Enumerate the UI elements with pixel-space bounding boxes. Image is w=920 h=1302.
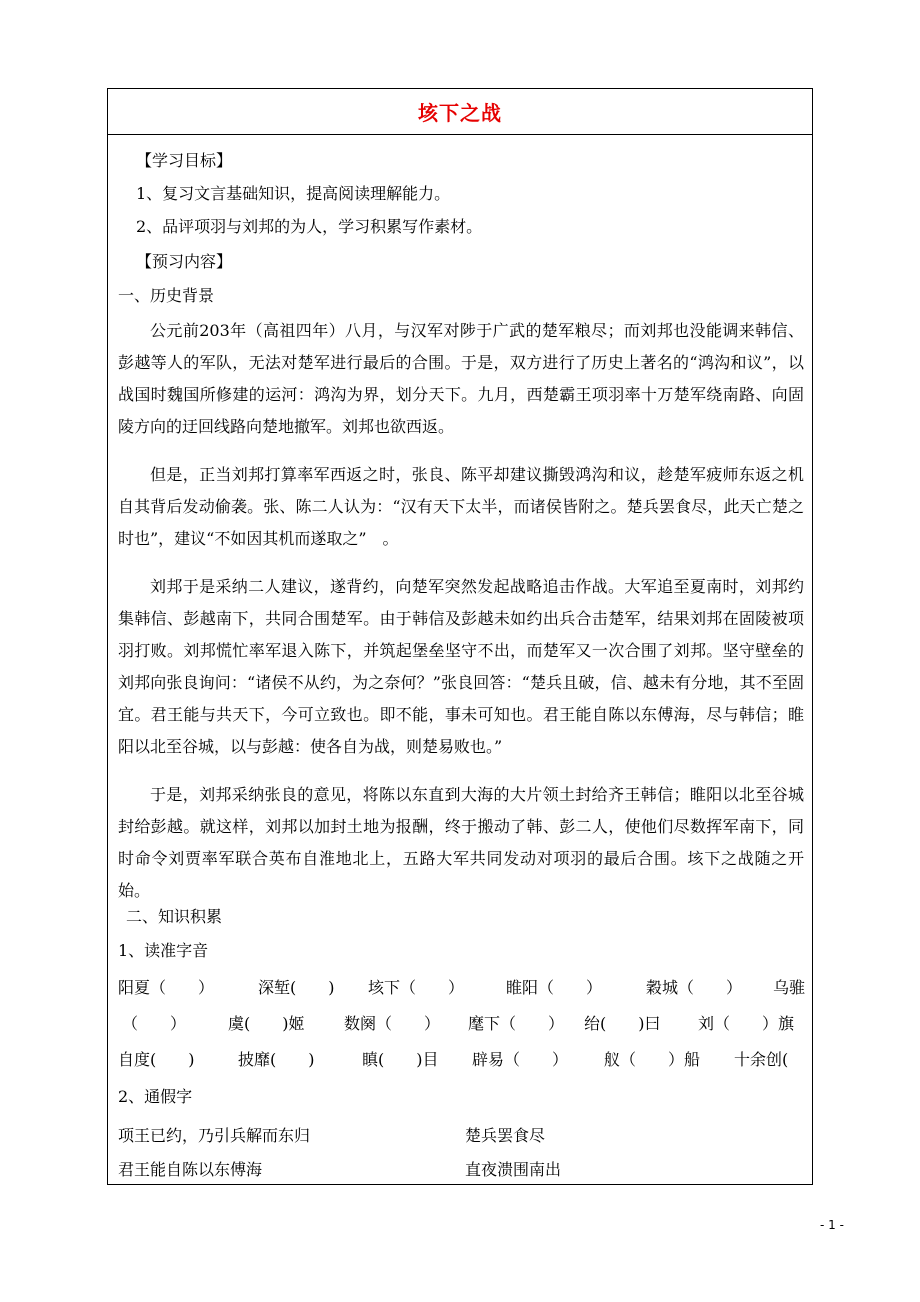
- tongjia-item: 项王已约，乃引兵解而东归: [118, 1126, 311, 1145]
- paragraph-3: 刘邦于是采纳二人建议，遂背约，向楚军突然发起战略追击作战。大军追至夏南时，刘邦约集韩信、彭越南下，共同合围楚军。由于韩信及彭越未如约出兵合击楚军，结果刘邦在固陵被项羽打败。刘邦慌忙率军退入陈下，并筑起堡垒坚守不出，而楚军又一次合围了刘邦。坚守壁垒的刘邦向张良询问：“诸侯不从约，为之奈何？”张良回答：“楚兵且破，信、越未有分地，其不至固宜。君王能与共天下，今可立致也。即不能，事未可知也。君王能自陈以东傅海，尽与韩信；睢阳以北至谷城，以与彭越：使各自为战，则楚易败也。”: [118, 577, 804, 756]
- preview-heading: 【预习内容】: [136, 252, 233, 271]
- pron-item: 麾下（ ）: [468, 1014, 565, 1033]
- document-frame: [107, 88, 813, 1185]
- pron-item: 深堑( ): [258, 978, 335, 997]
- page-number: - 1 -: [820, 1218, 844, 1232]
- pron-item: 乌骓: [773, 978, 806, 997]
- pron-item: 瞋( )目: [362, 1050, 439, 1069]
- history-heading: 一、历史背景: [118, 286, 215, 305]
- tongjia-item: 君王能自陈以东傅海: [118, 1160, 263, 1179]
- pron-item: 自度( ): [118, 1050, 195, 1069]
- pron-item: 舣（ ）船: [604, 1050, 701, 1069]
- pronunciation-row: [108, 1011, 812, 1035]
- pron-item: 数阕（ ）: [344, 1014, 441, 1033]
- pron-item: 披靡( ): [238, 1050, 315, 1069]
- knowledge-heading: 二、知识积累: [126, 907, 223, 926]
- tongjia-item: 楚兵罢食尽: [465, 1126, 546, 1145]
- tongjia-row: [108, 1123, 812, 1147]
- tongjia-heading: 2、通假字: [118, 1087, 193, 1106]
- pronunciation-heading: 1、读准字音: [118, 941, 209, 960]
- goal-1: 1、复习文言基础知识，提高阅读理解能力。: [136, 184, 451, 203]
- page-title: 垓下之战: [418, 101, 502, 125]
- goal-2: 2、品评项羽与刘邦的为人，学习积累写作素材。: [136, 217, 483, 236]
- goals-heading: 【学习目标】: [136, 151, 233, 170]
- pron-item: 刘（ ）旗: [698, 1014, 795, 1033]
- pronunciation-row: [108, 1047, 812, 1071]
- pronunciation-row: [108, 975, 812, 999]
- paragraph-1: 公元前203年（高祖四年）八月，与汉军对陟于广武的楚军粮尽；而刘邦也没能调来韩信、彭越等人的军队，无法对楚军进行最后的合围。于是，双方进行了历史上著名的“鸿沟和议”，以战国时魏国所修建的运河：鸿沟为界，划分天下。九月，西楚霸王项羽率十万楚军绕南路、向固陵方向的迂回线路向楚地撤军。刘邦也欲西返。: [118, 321, 804, 436]
- pron-item: 绐( )曰: [584, 1014, 661, 1033]
- paragraph-2: 但是，正当刘邦打算率军西返之时，张良、陈平却建议撕毁鸿沟和议，趁楚军疲师东返之机自其背后发动偷袭。张、陈二人认为：“汉有天下太半，而诸侯皆附之。楚兵罢食尽，此天亡楚之时也”，建议“不如因其机而遂取之” 。: [118, 465, 804, 548]
- tongjia-item: 直夜溃围南出: [465, 1160, 562, 1179]
- pron-item: 辟易（ ）: [472, 1050, 569, 1069]
- pron-item: 虞( )姬: [228, 1014, 305, 1033]
- tongjia-row: [108, 1157, 812, 1181]
- pron-item: 穀城（ ）: [646, 978, 743, 997]
- paragraph-4: 于是，刘邦采纳张良的意见，将陈以东直到大海的大片领土封给齐王韩信；睢阳以北至谷城封给彭越。就这样，刘邦以加封土地为报酬，终于搬动了韩、彭二人，使他们尽数挥军南下，同时命令刘贾率军联合英布自淮地北上，五路大军共同发动对项羽的最后合围。垓下之战随之开始。: [118, 785, 804, 900]
- pron-item: 睢阳（ ）: [506, 978, 603, 997]
- pron-item: 十余创(: [734, 1050, 789, 1069]
- pron-item: 垓下（ ）: [368, 978, 465, 997]
- pron-item: 阳夏（ ）: [118, 978, 215, 997]
- pron-item: （ ）: [122, 1014, 187, 1033]
- title-row: [108, 89, 812, 135]
